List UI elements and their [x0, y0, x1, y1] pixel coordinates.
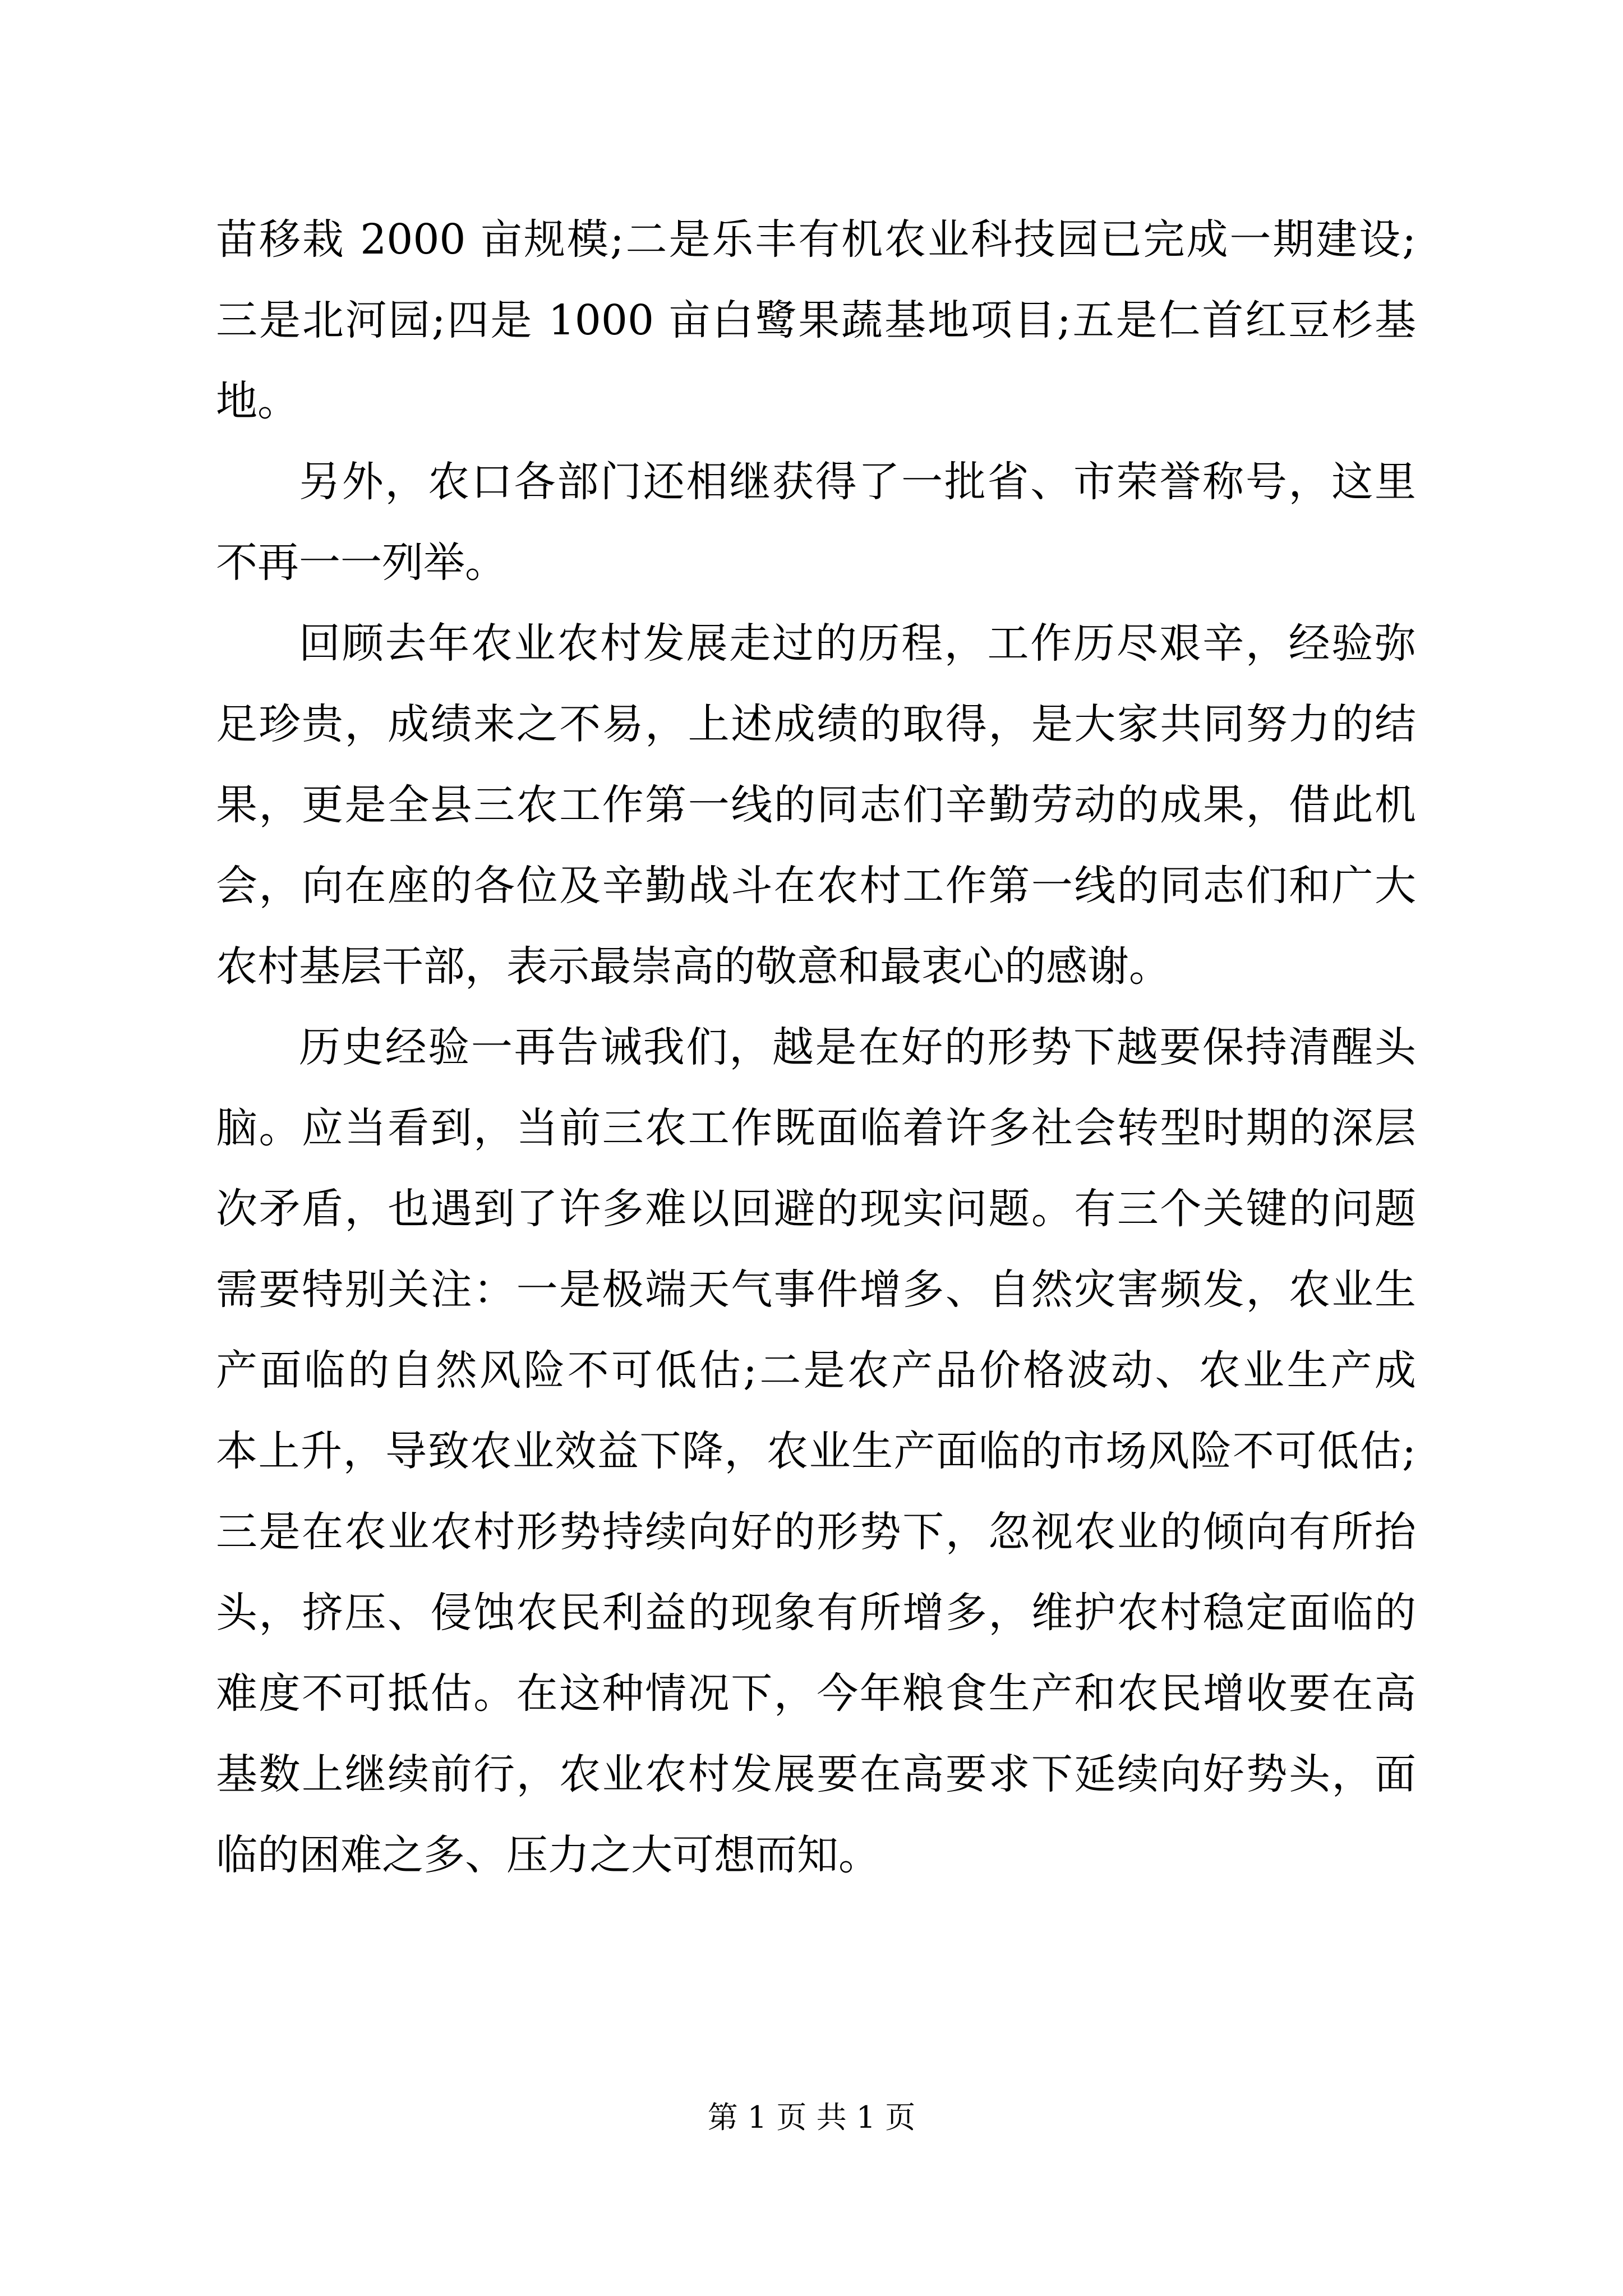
text-line: 不再一一列举。 — [216, 539, 506, 587]
text-line: 产面临的自然风险不可低估;二是农产品价格波动、农业生产成 — [216, 1346, 1416, 1395]
text-line: 果，更是全县三农工作第一线的同志们辛勤劳动的成果，借此机 — [216, 781, 1416, 829]
text-line: 三是在农业农村形势持续向好的形势下，忽视农业的倾向有所抬 — [216, 1508, 1416, 1556]
text-line: 三是北河园;四是 1000 亩白鹭果蔬基地项目;五是仁首红豆杉基 — [216, 296, 1416, 344]
text-line: 地。 — [216, 377, 299, 425]
text-line: 基数上继续前行，农业农村发展要在高要求下延续向好势头，面 — [216, 1750, 1416, 1798]
text-line: 头，挤压、侵蚀农民利益的现象有所增多，维护农村稳定面临的 — [216, 1589, 1416, 1637]
text-line: 本上升，导致农业效益下降，农业生产面临的市场风险不可低估; — [216, 1427, 1416, 1475]
text-line: 脑。应当看到，当前三农工作既面临着许多社会转型时期的深层 — [216, 1104, 1416, 1152]
text-line: 会，向在座的各位及辛勤战斗在农村工作第一线的同志们和广大 — [216, 862, 1416, 910]
text-line: 需要特别关注：一是极端天气事件增多、自然灾害频发，农业生 — [216, 1266, 1416, 1314]
text-line: 农村基层干部，表示最崇高的敬意和最衷心的感谢。 — [216, 942, 1170, 991]
text-line: 另外，农口各部门还相继获得了一批省、市荣誉称号，这里 — [299, 458, 1416, 506]
text-line: 足珍贵，成绩来之不易，上述成绩的取得，是大家共同努力的结 — [216, 700, 1416, 748]
page-footer: 第 1 页 共 1 页 — [707, 2100, 916, 2135]
text-line: 苗移栽 2000 亩规模;二是乐丰有机农业科技园已完成一期建设; — [216, 215, 1416, 264]
text-line: 历史经验一再告诫我们，越是在好的形势下越要保持清醒头 — [299, 1023, 1416, 1071]
text-line: 临的困难之多、压力之大可想而知。 — [216, 1831, 880, 1879]
text-line: 回顾去年农业农村发展走过的历程，工作历尽艰辛，经验弥 — [299, 619, 1416, 668]
document-body — [216, 199, 1416, 1895]
text-line: 次矛盾，也遇到了许多难以回避的现实问题。有三个关键的问题 — [216, 1185, 1416, 1233]
text-line: 难度不可抵估。在这种情况下，今年粮食生产和农民增收要在高 — [216, 1669, 1416, 1718]
